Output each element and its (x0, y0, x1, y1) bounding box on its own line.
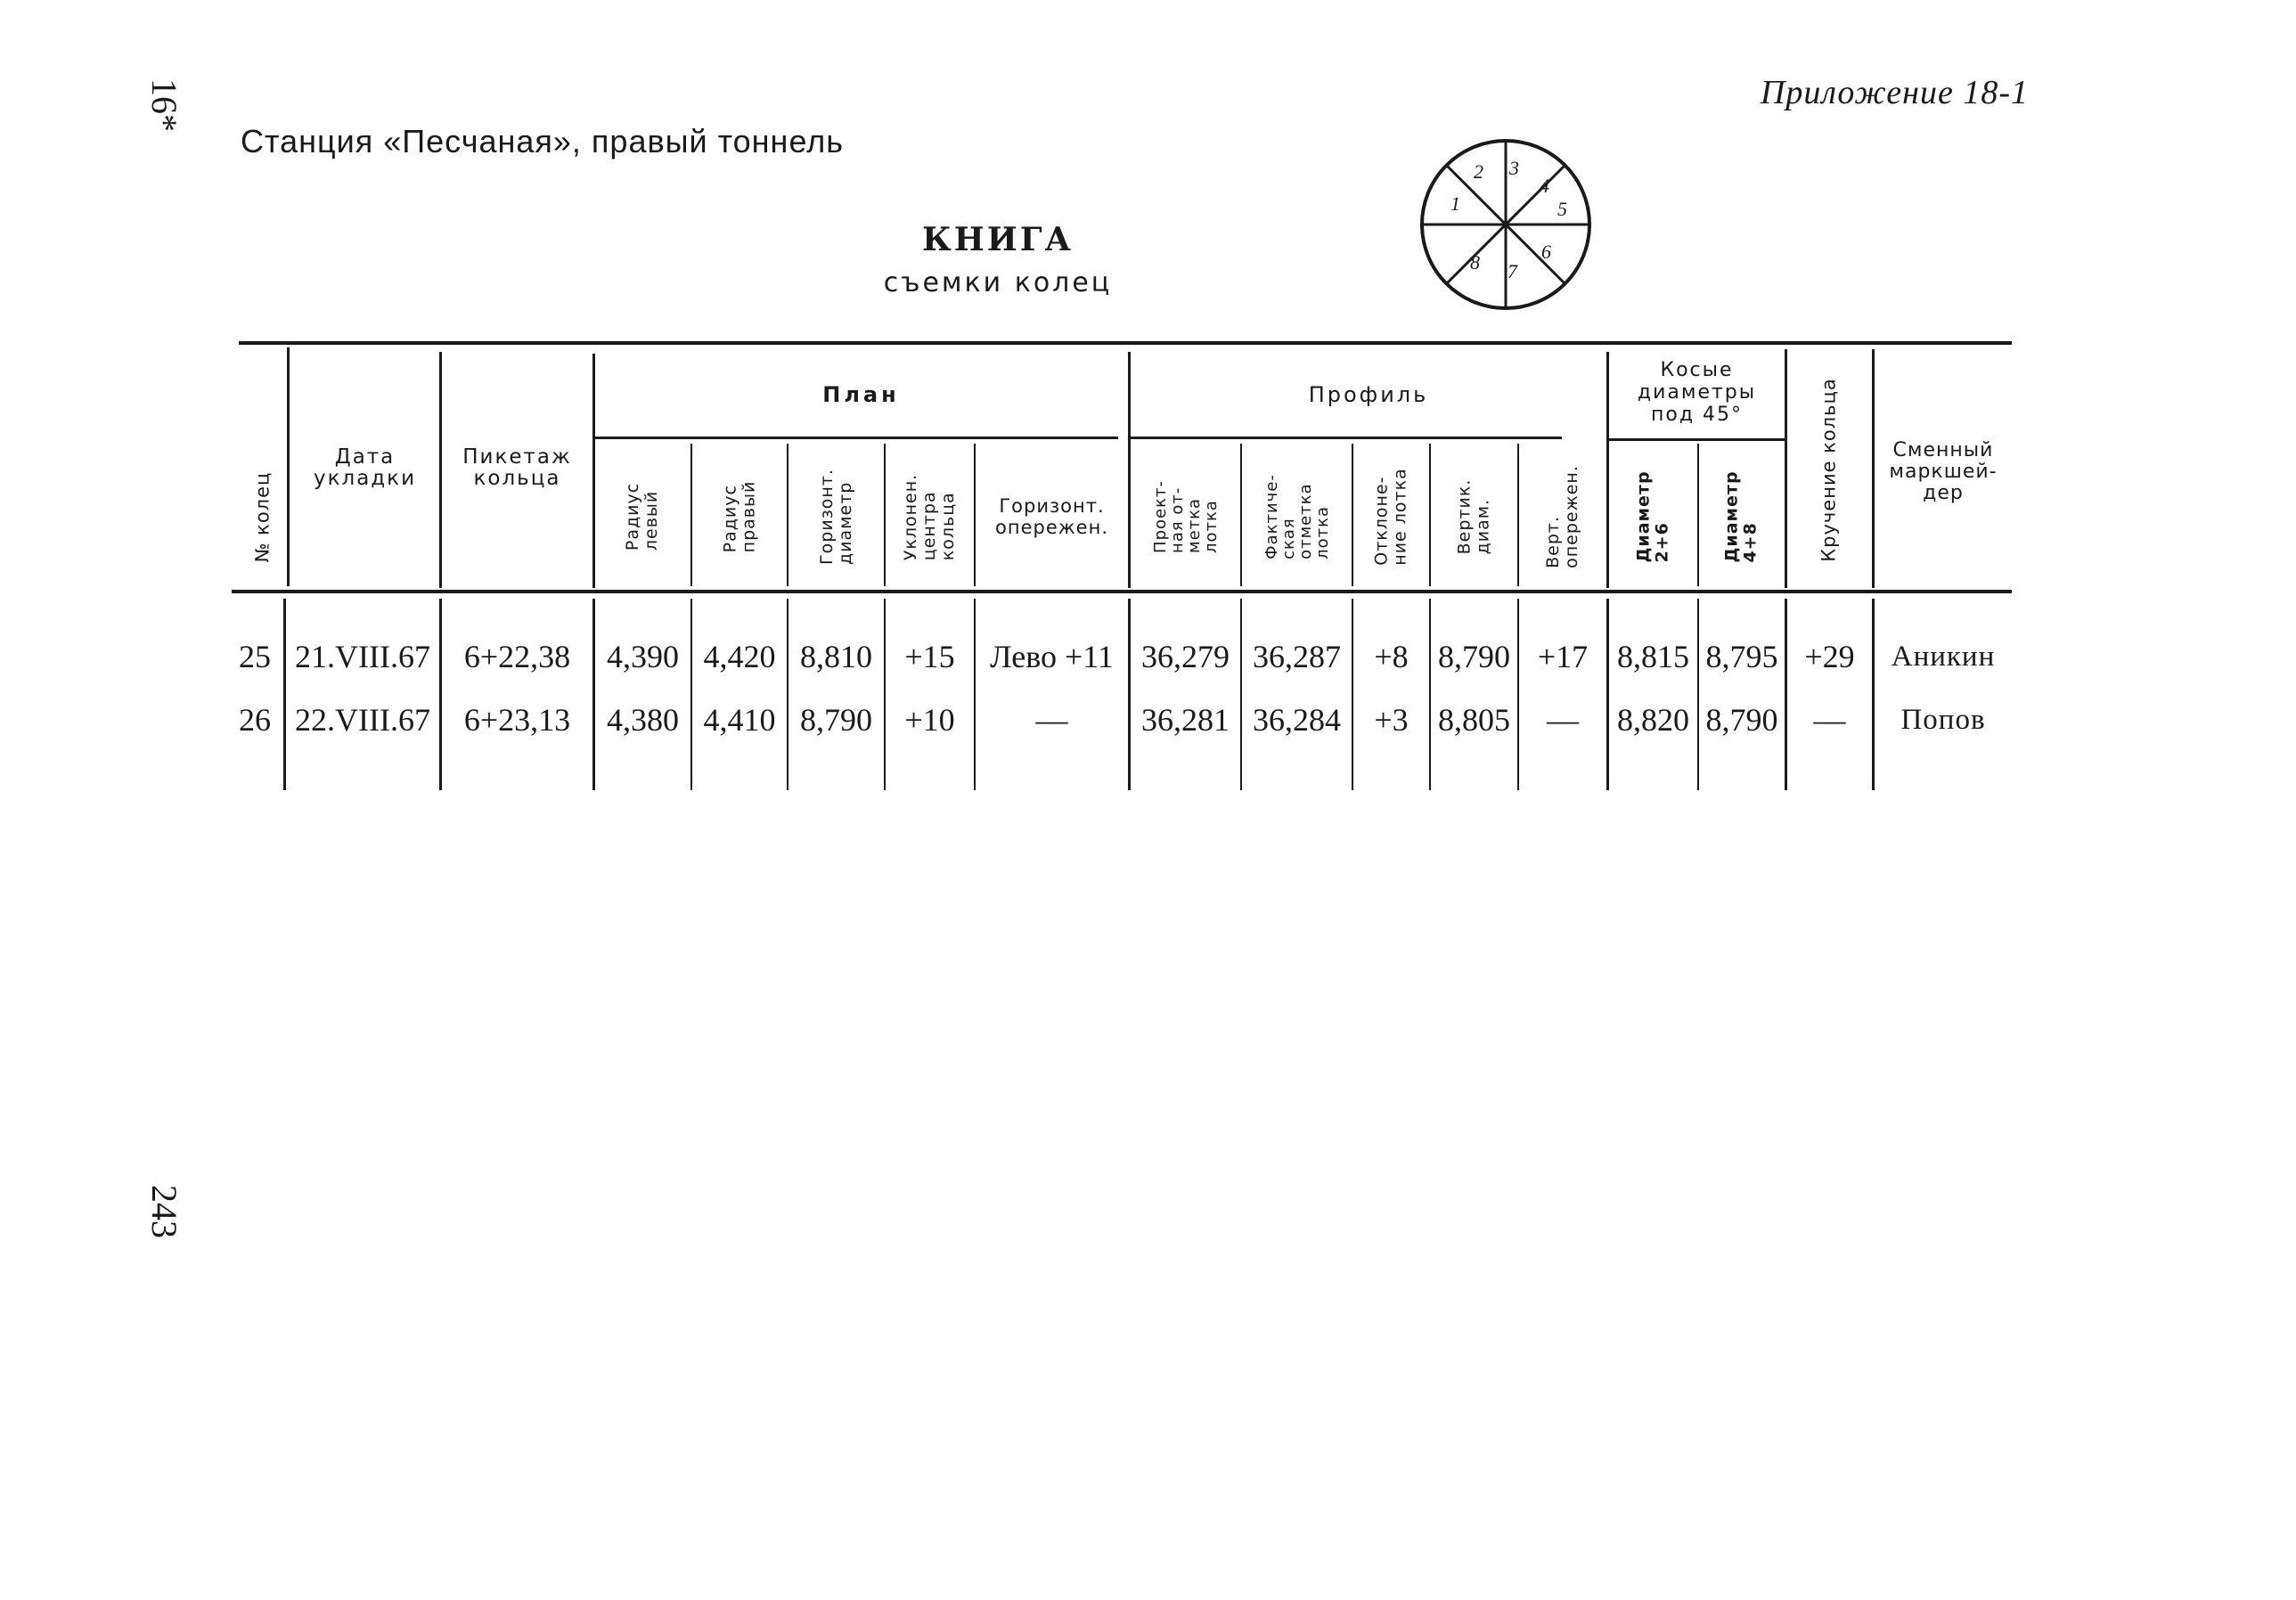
col-header-horiz-lead: Горизонт. опережен. (995, 495, 1108, 538)
ring-label-6: 6 (1541, 241, 1551, 263)
table-row-25-twist: +29 (1804, 639, 1855, 674)
col-header-twist: Кручение кольца (1818, 378, 1840, 562)
col-header-actual-mark: Фактиче- ская отметка лотка (1262, 474, 1332, 559)
vline-d-14 (1697, 599, 1699, 790)
table-row-26-horiz-lead: — (1035, 702, 1068, 738)
table-row-25-radius-left: 4,390 (607, 639, 679, 674)
station-caption: Станция «Песчаная», правый тоннель (241, 123, 845, 159)
table-row-26-actual-mark: 36,284 (1253, 702, 1341, 738)
table-row-25-vert-diam: 8,790 (1438, 639, 1510, 674)
table-row-26-ring-no: 26 (239, 702, 271, 738)
ring-label-4: 4 (1540, 175, 1549, 197)
table-row-26-date: 22.VIII.67 (295, 702, 430, 738)
vline-d-3 (592, 599, 595, 790)
table-row-26-horiz-diam: 8,790 (800, 702, 872, 738)
vline-d-1 (283, 599, 286, 790)
ring-label-5: 5 (1557, 198, 1567, 220)
profile-group-rule (1130, 437, 1562, 439)
table-row-25-diam-2-6: 8,815 (1617, 639, 1689, 674)
ring-label-1: 1 (1450, 192, 1460, 215)
table-row-26-diam-2-6: 8,820 (1617, 702, 1689, 738)
col-header-design-mark: Проект- ная от- метка лотка (1150, 480, 1221, 553)
table-row-25-horiz-diam: 8,810 (800, 639, 872, 674)
appendix-label: Приложение 18-1 (1760, 74, 2029, 111)
vline-d-11 (1429, 599, 1431, 790)
col-header-radius-right: Радиус правый (720, 480, 758, 553)
table-row-25-actual-mark: 36,287 (1253, 639, 1341, 674)
ring-segment-diagram (1417, 135, 1595, 314)
col-header-diam-2-6: Диаметр 2+6 (1633, 470, 1672, 563)
header-bottom-rule (232, 590, 2012, 593)
vline-d-16 (1872, 599, 1875, 790)
vline-d-4 (690, 599, 692, 790)
page-number: 243 (144, 1185, 184, 1238)
table-row-26-twist: — (1813, 702, 1846, 738)
table-row-26-tray-dev: +3 (1374, 702, 1409, 738)
table-row-25-date: 21.VIII.67 (295, 639, 430, 674)
vline-d-12 (1517, 599, 1519, 790)
table-row-26-diam-4-8: 8,790 (1705, 702, 1778, 738)
table-row-26-radius-left: 4,380 (607, 702, 679, 738)
vline-d-7 (974, 599, 976, 790)
table-row-26-vert-diam: 8,805 (1438, 702, 1510, 738)
col-header-center-dev: Уклонен. центра кольца (901, 473, 958, 560)
table-row-26-surveyor: Попов (1900, 703, 1986, 736)
col-header-horiz-diam: Горизонт. диаметр (816, 469, 855, 565)
vline-d-5 (787, 599, 788, 790)
oblique-group-rule (1608, 438, 1785, 441)
group-header-oblique: Косые диаметры под 45° (1637, 358, 1757, 426)
table-row-25-radius-right: 4,420 (703, 639, 776, 674)
plan-group-rule (592, 437, 1118, 439)
col-header-vert-lead: Верт. опережен. (1543, 465, 1582, 568)
vline-d-9 (1240, 599, 1242, 790)
col-header-ring-no: № колец (251, 471, 274, 562)
ring-label-7: 7 (1508, 260, 1517, 282)
vline-h-1 (287, 347, 290, 586)
table-row-25-surveyor: Аникин (1891, 640, 1996, 673)
vline-d-6 (884, 599, 886, 790)
col-header-picket: Пикетаж кольца (462, 445, 572, 490)
vline-d-15 (1785, 599, 1787, 790)
table-row-26-picket: 6+23,13 (463, 702, 571, 738)
table-top-rule (239, 341, 2012, 345)
vline-d-10 (1352, 599, 1353, 790)
col-header-vert-diam: Вертик. диам. (1454, 478, 1493, 555)
vline-d-2 (439, 599, 442, 790)
table-row-25-diam-4-8: 8,795 (1705, 639, 1778, 674)
vline-d-8 (1128, 599, 1131, 790)
col-header-diam-4-8: Диаметр 4+8 (1722, 470, 1761, 563)
group-header-plan: План (822, 381, 900, 407)
group-header-profile: Профиль (1308, 381, 1429, 407)
col-header-surveyor: Сменный маркшей-дер (1889, 439, 1998, 504)
book-title: КНИГА (922, 221, 1074, 258)
ring-label-2: 2 (1474, 160, 1483, 183)
table-row-26-vert-lead: — (1547, 702, 1579, 738)
table-row-25-vert-lead: +17 (1537, 639, 1589, 674)
table-row-25-design-mark: 36,279 (1141, 639, 1230, 674)
table-row-25-horiz-lead: Лево +11 (990, 639, 1114, 674)
table-row-25-center-dev: +15 (904, 639, 955, 674)
col-header-radius-left: Радиус левый (623, 482, 662, 551)
ring-diagram-svg (1417, 135, 1595, 314)
table-row-25-picket: 6+22,38 (463, 639, 571, 674)
col-header-date: Дата укладки (313, 445, 417, 490)
table-row-26-design-mark: 36,281 (1141, 702, 1230, 738)
sheet-mark: 16* (144, 78, 184, 132)
ring-label-8: 8 (1470, 251, 1480, 273)
book-subtitle: съемки колец (883, 267, 1113, 298)
col-header-tray-dev: Отклоне- ние лотка (1371, 468, 1410, 566)
table-row-26-radius-right: 4,410 (703, 702, 776, 738)
table-row-26-center-dev: +10 (904, 702, 955, 738)
table-row-25-tray-dev: +8 (1374, 639, 1409, 674)
table-row-25-ring-no: 25 (239, 639, 271, 674)
ring-label-3: 3 (1509, 157, 1519, 179)
vline-d-13 (1606, 599, 1609, 790)
